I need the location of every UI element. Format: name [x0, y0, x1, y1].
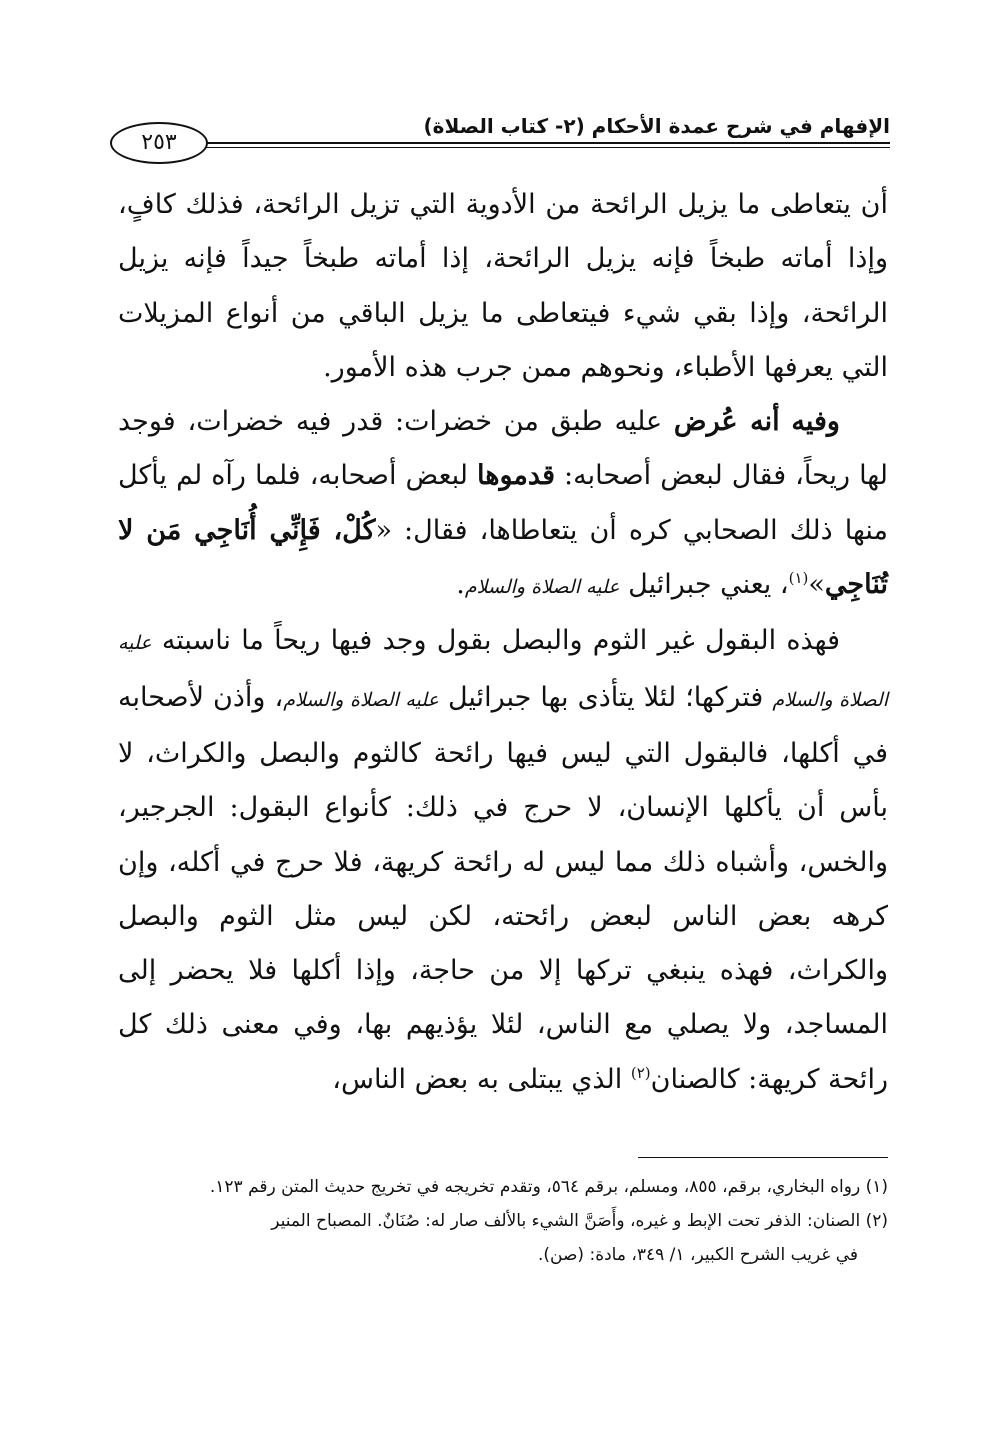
book-title: الإفهام في شرح عمدة الأحكام (٢- كتاب الصلاة) — [423, 114, 890, 138]
footnote-ref-1: (١) — [788, 569, 809, 588]
text-run: فتركها؛ لئلا يتأذى بها جبرائيل — [447, 681, 764, 713]
honorific: عليه الصلاة والسلام — [464, 576, 620, 599]
footnote-2: (٢) الصنان: الذفر تحت الإبط و غيره، وأَصَنَّ الشيء بالألف صار له: صُنَانٌ. المصباح المنير — [271, 1211, 888, 1231]
honorific: عليه الصلاة والسلام — [118, 632, 888, 711]
text-run: » — [808, 569, 825, 601]
main-text — [118, 178, 888, 1107]
footnote-ref-2: (٢) — [630, 1063, 651, 1082]
paragraph-1-text: أن يتعاطى ما يزيل الرائحة من الأدوية التي تزيل الرائحة، فذلك كافٍ، وإذا أماته طبخاً فإنه يزيل الرائحة، إذا أماته طبخاً جيداً فإنه يزيل الرائحة، وإذا بقي شيء فيتعاطى ما يزيل الباقي من أنواع المزيلات التي يعرفها الأطباء، ونحوهم ممن جرب هذه الأمور. — [118, 189, 888, 383]
header-rule — [206, 142, 890, 148]
footnotes — [118, 1170, 888, 1272]
running-header — [110, 112, 890, 162]
footnote-2-continued: في غريب الشرح الكبير، ١/ ٣٤٩، مادة: (صن). — [538, 1245, 858, 1265]
bold-phrase: وفيه — [791, 406, 840, 438]
page-number: ٢٥٣ — [110, 122, 208, 164]
paragraph-3 — [118, 614, 888, 1107]
honorific: عليه الصلاة والسلام — [283, 688, 439, 711]
text-run: الذي يبتلى به بعض الناس، — [332, 1063, 623, 1095]
text-run: عليه طبق من خضرات: قدر فيه خضرات، فوجد لها ريحاً، فقال لبعض أصحابه: — [118, 406, 888, 492]
bold-phrase: أنه عُرض — [673, 406, 780, 438]
bold-phrase: قدموها — [477, 460, 555, 492]
text-run: . — [456, 569, 465, 601]
text-run: فهذه البقول غير الثوم والبصل بقول وجد فيها ريحاً ما ناسبته — [161, 625, 840, 657]
paragraph-1 — [118, 178, 888, 395]
text-run: ، يعني جبرائيل — [628, 569, 789, 601]
footnote-1: (١) رواه البخاري، برقم، ٨٥٥، ومسلم، برقم ٥٦٤، وتقدم تخريجه في تخريج حديث المتن رقم ١٢٣. — [209, 1177, 888, 1197]
text-run: لبعض أصحابه، فلما رآه لم يأكل منها ذلك الصحابي كره أن يتعاطاها، فقال: « — [118, 460, 888, 546]
text-run: ، وأذن لأصحابه في أكلها، فالبقول التي ليس فيها رائحة كالثوم والبصل والكراث، لا بأس أن يأكلها الإنسان، لا حرج في ذلك: كأنواع البقول: الجرجير، والخس، وأشباه ذلك مما ليس له رائحة كريهة، فلا حرج في أكله، وإن كرهه بعض الناس لبعض رائحته، لكن ليس مثل الثوم والبصل والكراث، فهذه ينبغي تركها إلا من حاجة، وإذا أكلها فلا يحضر إلى المساجد، ولا يصلي مع الناس، لئلا يؤذيهم بها، وفي معنى ذلك كل رائحة كريهة: كالصنان — [118, 681, 888, 1095]
footnote-separator — [638, 1157, 888, 1158]
hadith-quote: كُلْ، فَإِنِّي أُنَاجِي مَن لا تُنَاجِي — [118, 514, 888, 601]
paragraph-2 — [118, 395, 888, 614]
